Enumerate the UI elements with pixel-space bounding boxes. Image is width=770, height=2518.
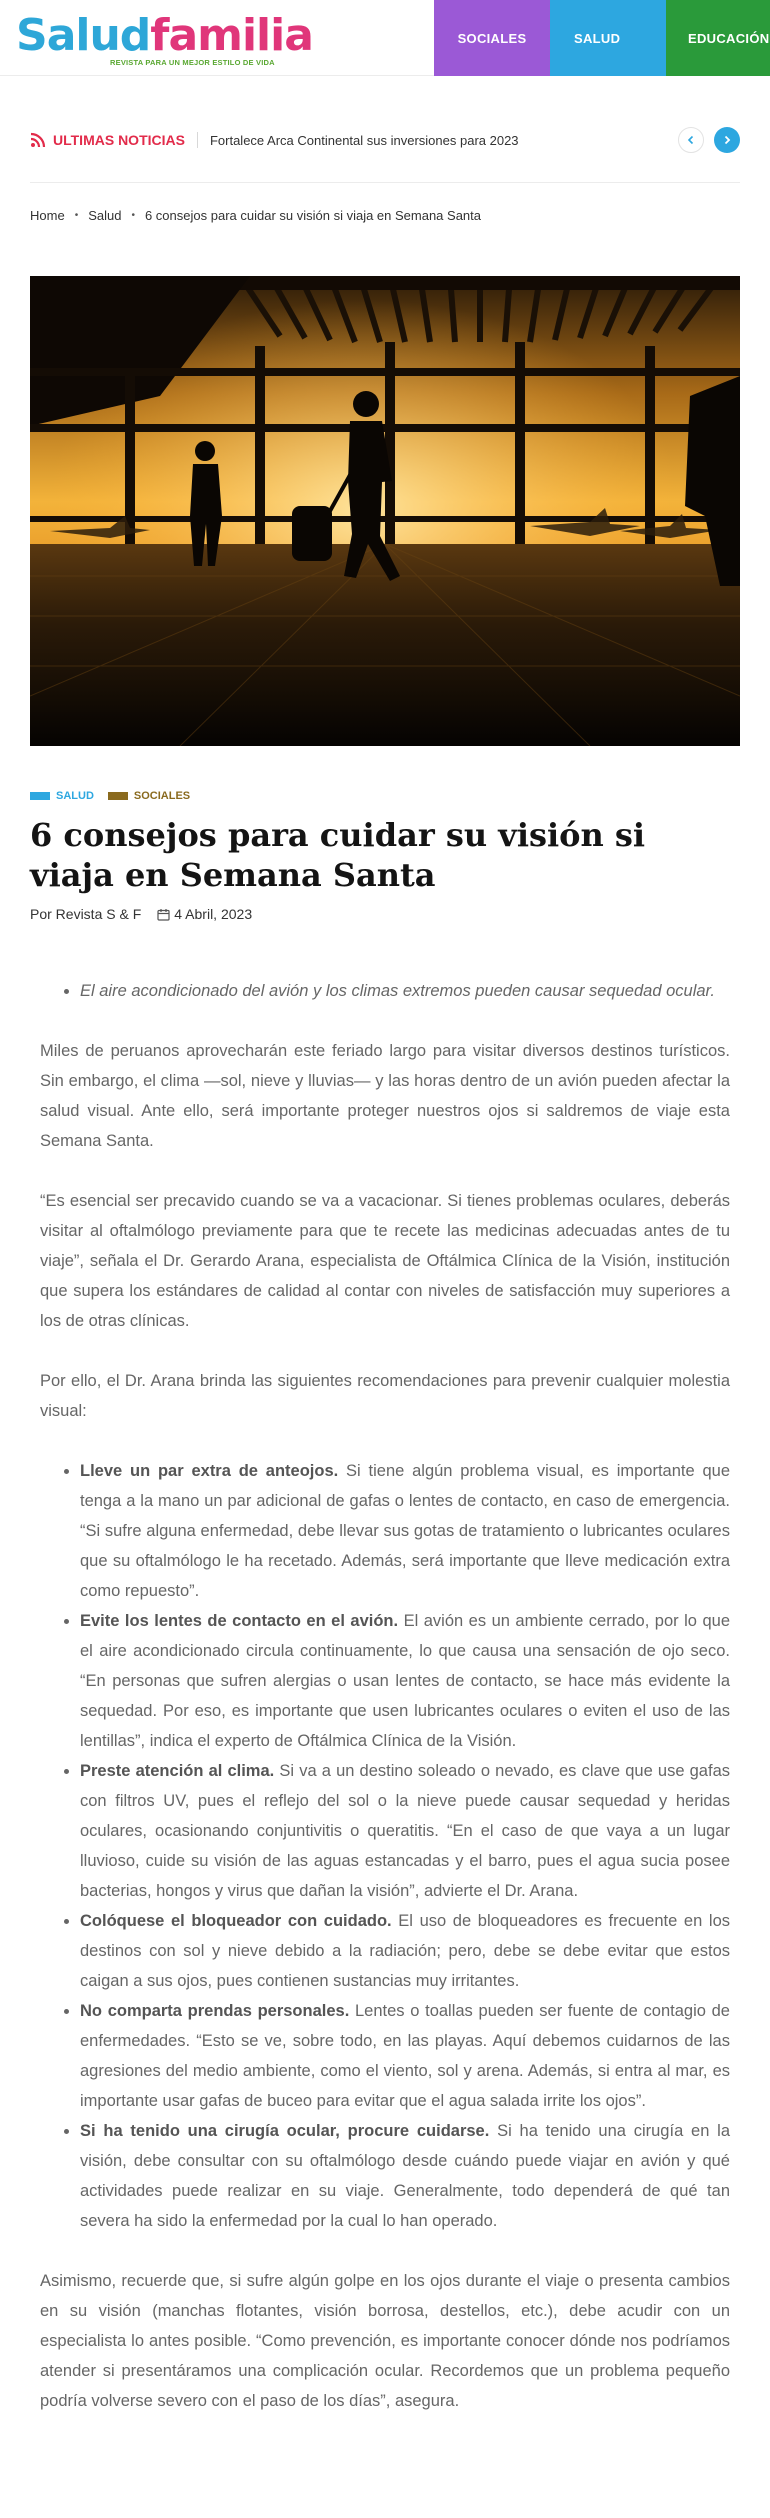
breadcrumb-section[interactable]: Salud bbox=[88, 208, 122, 223]
ticker-headline[interactable]: Fortalece Arca Continental sus inversiones para 2023 bbox=[209, 132, 519, 148]
nav-item-educacion[interactable]: EDUCACIÓN bbox=[666, 0, 770, 76]
article-date: 4 Abril, 2023 bbox=[174, 906, 253, 922]
tip-heading: Colóquese el bloqueador con cuidado. bbox=[80, 1912, 392, 1930]
category-label: SOCIALES bbox=[133, 790, 191, 802]
chevron-right-icon bbox=[722, 135, 732, 145]
nav-item-salud[interactable]: SALUD bbox=[550, 0, 666, 76]
airport-silhouette-illustration bbox=[30, 276, 740, 746]
tip-text: Si tiene algún problema visual, es importante que tenga a la mano un par adicional de gafas o lentes de contacto, en caso de emergencia. “Si sufre alguna enfermedad, debe llevar sus gotas de tratamiento o lubricantes oculares que su oftalmólogo le ha recetado. Además, será importante que lleve medicación extra como repuesto”. bbox=[80, 1462, 731, 1600]
category-tag-sociales[interactable] bbox=[108, 790, 190, 802]
article-meta bbox=[30, 906, 252, 922]
breadcrumb-home[interactable]: Home bbox=[30, 208, 65, 223]
tip-text: Lentes o toallas pueden ser fuente de contagio de enfermedades. “Esto se ve, sobre todo, en las playas. Aquí debemos cuidarnos de las agresiones del medio ambiente, como el viento, sol y arena. Además, si entra al mar, es importante usar gafas de buceo para evitar que el agua salada irrite los ojos”. bbox=[80, 2002, 730, 2110]
article-closing-paragraph: Asimismo, recuerde que, si sufre algún golpe en los ojos durante el viaje o presenta cambios en su visión (manchas flotantes, visión borrosa, destellos, etc.), debe acudir con un especialista lo antes posible. “Como prevención, es importante conocer dónde nos podríamos atender si presentáramos una complicación ocular. Recordemos que un problema pequeño podría volverse severo con el paso de los días”, asegura. bbox=[40, 2272, 730, 2410]
article-paragraph: Por ello, el Dr. Arana brinda las siguientes recomendaciones para prevenir cualquier molestia visual: bbox=[40, 1372, 730, 1420]
tip-item bbox=[80, 2116, 730, 2236]
tip-text: Si va a un destino soleado o nevado, es clave que use gafas con filtros UV, pues el reflejo del sol o la nieve puede causar sequedad y heridas oculares, ocasionando conjuntivitis o queratitis. “En el caso de que vaya a un lugar lluvioso, cuide su visión de las aguas estancadas y el barro, pues el agua sucia posee bacterias, hongos y virus que dañan la visión”, advierte el Dr. Arana. bbox=[80, 1762, 730, 1900]
ticker-separator bbox=[197, 132, 198, 148]
tip-heading: Evite los lentes de contacto en el avión. bbox=[80, 1612, 399, 1630]
tip-item bbox=[80, 1756, 730, 1906]
tip-text: El avión es un ambiente cerrado, por lo que el aire acondicionado circula continuamente, lo que causa una sensación de ojo seco. “En personas que sufren alergias o usan lentes de contacto, se hace más evidente la sequedad. Por eso, es importante que usen lubricantes oculares o eviten el uso de las lentillas”, indica el experto de Oftálmica Clínica de la Visión. bbox=[80, 1612, 731, 1750]
divider bbox=[30, 182, 740, 183]
ticker-prev-button[interactable] bbox=[678, 127, 704, 153]
tip-text: Si ha tenido una cirugía en la visión, debe consultar con su oftalmólogo desde cuándo puede viajar en avión y qué actividades puede realizar en su viaje. Generalmente, todo dependerá de qué tan severa ha sido la enfermedad por la cual lo han operado. bbox=[80, 2122, 730, 2230]
category-color-bar bbox=[108, 792, 128, 800]
article-title: 6 consejos para cuidar su visión si viaja en Semana Santa bbox=[30, 816, 646, 894]
category-color-bar bbox=[30, 792, 50, 800]
ticker-label-text: ULTIMAS NOTICIAS bbox=[53, 132, 185, 148]
site-logo[interactable] bbox=[16, 10, 313, 70]
article-body bbox=[40, 976, 730, 2446]
ticker-label bbox=[30, 132, 185, 148]
site-header bbox=[0, 0, 770, 76]
tip-item bbox=[80, 1906, 730, 1996]
tip-heading: Lleve un par extra de anteojos. bbox=[80, 1462, 339, 1480]
article-categories bbox=[30, 790, 204, 802]
calendar-icon bbox=[157, 908, 170, 921]
article-featured-image bbox=[30, 276, 740, 746]
tip-item bbox=[80, 1996, 730, 2116]
breadcrumb-separator: • bbox=[74, 210, 79, 221]
chevron-left-icon bbox=[686, 135, 696, 145]
tip-heading: No comparta prendas personales. bbox=[80, 2002, 350, 2020]
category-label: SALUD bbox=[56, 790, 94, 802]
breadcrumb bbox=[30, 208, 481, 223]
rss-icon bbox=[30, 132, 46, 148]
logo-text-salud: Salud bbox=[16, 10, 151, 61]
news-ticker bbox=[30, 114, 740, 166]
tip-item bbox=[80, 1456, 730, 1606]
article-author[interactable]: Por Revista S & F bbox=[30, 906, 142, 922]
breadcrumb-separator: • bbox=[131, 210, 135, 221]
nav-item-sociales[interactable]: SOCIALES bbox=[434, 0, 550, 76]
tip-heading: Si ha tenido una cirugía ocular, procure cuidarse. bbox=[80, 2122, 490, 2140]
tip-heading: Preste atención al clima. bbox=[80, 1762, 275, 1780]
intro-bullet: • El aire acondicionado del avión y los climas extremos pueden causar sequedad ocular. bbox=[80, 976, 730, 1006]
breadcrumb-current: 6 consejos para cuidar su visión si viaja en Semana Santa bbox=[144, 208, 481, 223]
tip-text: El uso de bloqueadores es frecuente en los destinos con sol y nieve debido a la radiación; pero, debe se debe evitar que estos caigan a sus ojos, pues contienen sustancias muy irritantes. bbox=[80, 1912, 730, 1990]
tip-item bbox=[80, 1606, 730, 1756]
ticker-next-button[interactable] bbox=[714, 127, 740, 153]
intro-list bbox=[40, 976, 730, 1006]
logo-tagline: REVISTA PARA UN MEJOR ESTILO DE VIDA bbox=[110, 58, 275, 67]
logo-text-familia: familia bbox=[150, 10, 313, 61]
article-paragraph: Miles de peruanos aprovecharán este feriado largo para visitar diversos destinos turísticos. Sin embargo, el clima —sol, nieve y lluvias— y las horas dentro de un avión pueden afectar la salud visual. Ante ello, será importante proteger nuestros ojos si saldremos de viaje esta Semana Santa. bbox=[40, 1042, 730, 1150]
category-tag-salud[interactable] bbox=[30, 790, 94, 802]
tips-list bbox=[40, 1456, 730, 2236]
article-paragraph: “Es esencial ser precavido cuando se va a vacacionar. Si tienes problemas oculares, deberás visitar al oftalmólogo previamente para que te recete las medicinas adecuadas antes de tu viaje”, señala el Dr. Gerardo Arana, especialista de Oftálmica Clínica de la Visión, institución que supera los estándares de calidad al contar con niveles de satisfacción muy superiores a los de otras clínicas. bbox=[40, 1192, 730, 1330]
